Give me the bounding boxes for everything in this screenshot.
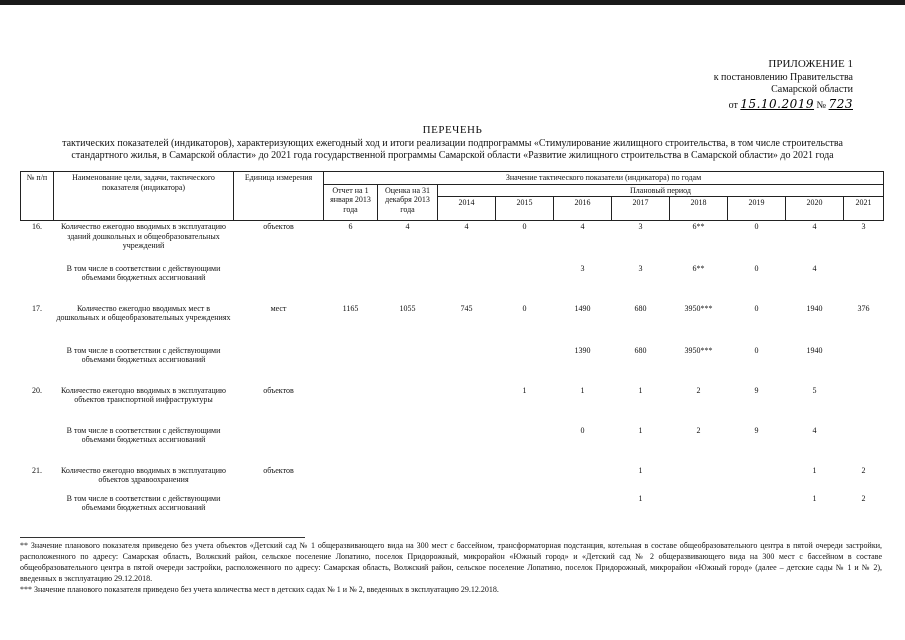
row-value <box>496 345 554 385</box>
row-value <box>438 425 496 465</box>
table-row <box>21 425 884 465</box>
row-num: 16. <box>32 222 42 231</box>
row-value: 1940 <box>806 303 823 313</box>
row-value: 1 <box>812 493 817 503</box>
row-value <box>438 385 496 425</box>
row-value: 1 <box>638 425 643 435</box>
row-value: 3 <box>638 222 643 231</box>
row-unit <box>234 425 324 465</box>
row-estimate <box>378 345 438 385</box>
row-value: 1 <box>580 385 585 395</box>
row-value: 1 <box>638 493 643 503</box>
row-unit <box>234 345 324 385</box>
header-report: Отчет на 1 января 2013 года <box>324 184 378 221</box>
row-estimate: 4 <box>405 222 410 231</box>
handwritten-number: 723 <box>828 97 853 111</box>
row-value: 4 <box>812 222 817 231</box>
row-name: В том числе в соответствии с действующими объемами бюджетных ассигнований <box>66 345 221 364</box>
row-value: 1940 <box>806 345 823 355</box>
row-estimate: 1055 <box>399 303 416 313</box>
footnote-separator <box>20 537 305 538</box>
header-unit: Единица измерения <box>234 172 324 221</box>
row-num <box>21 263 54 303</box>
row-value <box>728 465 786 493</box>
row-value: 3 <box>861 222 866 231</box>
row-value <box>844 345 884 385</box>
header-year: 2020 <box>786 197 844 221</box>
row-value: 6** <box>692 222 705 231</box>
row-value: 2 <box>696 385 701 395</box>
header-planned: Плановый период <box>438 184 884 197</box>
header-year: 2016 <box>554 197 612 221</box>
number-prefix: № <box>816 100 827 111</box>
row-value: 9 <box>754 385 759 395</box>
row-value: 4 <box>812 425 817 435</box>
row-value <box>670 493 728 529</box>
row-value <box>438 465 496 493</box>
row-unit: объектов <box>263 222 294 231</box>
row-report <box>324 425 378 465</box>
row-value: 680 <box>634 303 647 313</box>
row-estimate <box>378 465 438 493</box>
row-value: 1 <box>638 465 643 475</box>
row-value: 4 <box>464 222 469 231</box>
row-name: Количество ежегодно вводимых мест в дошкольных и общеобразовательных учреждениях <box>56 303 231 322</box>
appendix-header <box>714 58 853 112</box>
appendix-line-decree: к постановлению Правительства <box>713 72 853 83</box>
row-value: 5 <box>812 385 817 395</box>
row-value <box>554 465 612 493</box>
row-num: 17. <box>32 303 42 313</box>
row-value: 3 <box>638 263 643 273</box>
title-heading: ПЕРЕЧЕНЬ <box>422 124 483 136</box>
row-value: 0 <box>522 222 527 231</box>
table-row <box>21 263 884 303</box>
row-value: 9 <box>754 425 759 435</box>
title-line-1: тактических показателей (индикаторов), характеризующих ежегодный ход и итоги реализации подпрограммы «Стимулирование жилищного строительства, в том числе строительства <box>62 137 843 149</box>
indicators-table <box>20 171 884 529</box>
row-value: 376 <box>857 303 870 313</box>
row-name: Количество ежегодно вводимых в эксплуатацию объектов транспортной инфраструктуры <box>60 385 227 404</box>
row-value <box>844 385 884 425</box>
row-value <box>496 263 554 303</box>
row-num <box>21 493 54 529</box>
row-value: 3950*** <box>684 345 713 355</box>
header-estimate: Оценка на 31 декабря 2013 года <box>378 184 438 221</box>
row-unit: мест <box>270 303 287 313</box>
row-value: 4 <box>580 222 585 231</box>
top-border <box>0 0 905 5</box>
header-year: 2017 <box>612 197 670 221</box>
row-value: 3 <box>580 263 585 273</box>
row-name: Количество ежегодно вводимых в эксплуатацию зданий дошкольных и общеобразовательных учреждений <box>60 222 227 250</box>
row-value: 4 <box>812 263 817 273</box>
row-report <box>324 345 378 385</box>
document-title <box>20 124 885 163</box>
footnote-double-star: ** Значение планового показателя приведено без учета объектов «Детский сад № 1 общеразвивающего вида на 300 мест с бассейном, трансформаторная подстанция, котельная в составе общеобразовательного центра в пятой очереди застройки, расположенного по адресу: Самарская область, Волжский район, сельское поселение Лопатино, поселок Придорожный, микрорайон «Южный город» и «Детский сад № 2 общеразвивающего вида на 300 мест с бассейном в составе общеобразовательного центра в пятой очереди застройки, расположенного по адресу: Самарская область, Волжский район, сельское поселение Лопатино, поселок Придорожный, микрорайон «Южный город» (далее – детские сады № 1 и № 2), введенных в эксплуатацию 29.12.2018. <box>20 541 882 583</box>
row-value <box>496 493 554 529</box>
row-value: 0 <box>754 263 759 273</box>
header-year: 2014 <box>438 197 496 221</box>
row-value <box>438 345 496 385</box>
row-num: 21. <box>32 465 42 475</box>
row-report <box>324 263 378 303</box>
row-value <box>438 263 496 303</box>
row-value: 3950*** <box>684 303 713 313</box>
row-unit: объектов <box>263 465 294 475</box>
row-value: 1 <box>638 385 643 395</box>
table-row <box>21 493 884 529</box>
row-value: 2 <box>861 493 866 503</box>
row-value: 1490 <box>574 303 591 313</box>
table-row <box>21 385 884 425</box>
row-name: В том числе в соответствии с действующими объемами бюджетных ассигнований <box>66 493 221 512</box>
row-value: 6** <box>692 263 705 273</box>
handwritten-date: 15.10.2019 <box>740 97 815 111</box>
row-value: 680 <box>634 345 647 355</box>
appendix-line-region: Самарской области <box>771 84 853 95</box>
row-report: 1165 <box>342 303 359 313</box>
date-prefix: от <box>728 100 738 111</box>
row-value: 745 <box>460 303 473 313</box>
row-num <box>21 345 54 385</box>
header-year: 2015 <box>496 197 554 221</box>
row-value <box>438 493 496 529</box>
row-value: 1390 <box>574 345 591 355</box>
row-value: 0 <box>754 303 759 313</box>
title-line-2: стандартного жилья, в Самарской области» до 2021 года государственной программы Самарской области «Развитие жилищного строительства в Самарской области» до 2021 года <box>71 150 834 161</box>
appendix-date-line <box>714 98 853 112</box>
row-estimate <box>378 263 438 303</box>
row-value: 2 <box>861 465 866 475</box>
header-year: 2019 <box>728 197 786 221</box>
appendix-title: ПРИЛОЖЕНИЕ 1 <box>768 58 853 70</box>
row-value <box>844 263 884 303</box>
row-name: Количество ежегодно вводимых в эксплуатацию объектов здравоохранения <box>60 465 227 484</box>
header-num: № п/п <box>21 172 54 221</box>
row-unit <box>234 493 324 529</box>
row-value: 1 <box>812 465 817 475</box>
row-value <box>844 425 884 465</box>
row-unit <box>234 263 324 303</box>
row-report <box>324 385 378 425</box>
row-value <box>496 425 554 465</box>
row-value <box>554 493 612 529</box>
row-value: 0 <box>580 425 585 435</box>
row-value: 0 <box>522 303 527 313</box>
row-report <box>324 493 378 529</box>
table-row <box>21 465 884 493</box>
header-values: Значение тактического показатели (индикатора) по годам <box>324 172 884 185</box>
row-unit: объектов <box>263 385 294 395</box>
footnotes <box>20 540 882 595</box>
table-row <box>21 345 884 385</box>
row-name: В том числе в соответствии с действующими объемами бюджетных ассигнований <box>66 425 221 444</box>
row-name: В том числе в соответствии с действующими объемами бюджетных ассигнований <box>66 263 221 282</box>
row-num <box>21 425 54 465</box>
header-name: Наименование цели, задачи, тактического показателя (индикатора) <box>54 172 234 221</box>
row-estimate <box>378 385 438 425</box>
row-num: 20. <box>32 385 42 395</box>
row-estimate <box>378 493 438 529</box>
header-year: 2018 <box>670 197 728 221</box>
header-year: 2021 <box>844 197 884 221</box>
row-value <box>728 493 786 529</box>
row-value: 0 <box>754 222 759 231</box>
row-report: 6 <box>348 222 353 231</box>
footnote-triple-star: *** Значение планового показателя приведено без учета количества мест в детских садах № 1 и № 2, введенных в эксплуатацию 29.12.2018. <box>20 585 499 594</box>
row-value: 1 <box>522 385 527 395</box>
row-value <box>670 465 728 493</box>
row-value: 2 <box>696 425 701 435</box>
table-row <box>21 303 884 345</box>
row-value <box>496 465 554 493</box>
row-estimate <box>378 425 438 465</box>
row-report <box>324 465 378 493</box>
row-value: 0 <box>754 345 759 355</box>
table-row <box>21 221 884 263</box>
